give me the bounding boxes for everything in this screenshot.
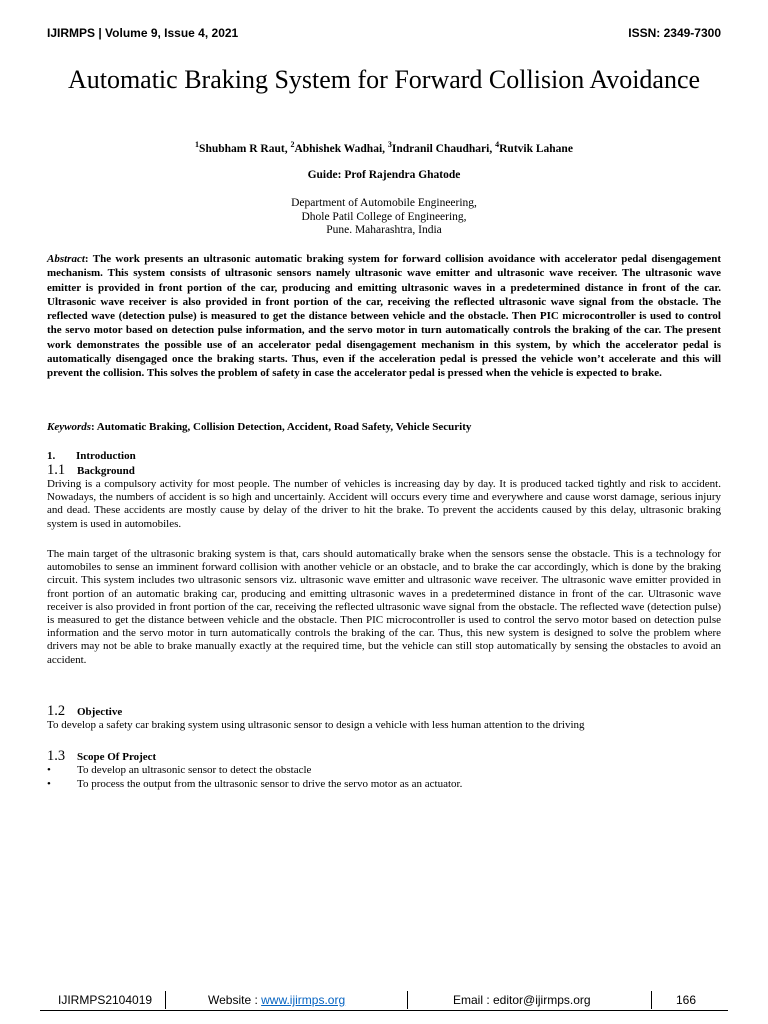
footer-divider	[407, 991, 408, 1009]
paragraph-main-target: The main target of the ultrasonic braking system is that, cars should automatically brake when the sensors sense the obstacle. This is a technology for automobiles to sense an imminent forward collision with another vehicle or an obstacle, and to brake the car accordingly, which is done by the braking circuit. This system includes two ultrasonic sensors viz. ultrasonic wave emitter and ultrasonic wave receiver. The ultrasonic wave emitter provided in front portion of an automatic braking car, producing and emitting ultrasonic waves in a predetermined distance in front of the car. Ultrasonic wave receiver is also provided in front portion of the car, receiving the reflected ultrasonic wave signal from the obstacle. The reflected wave (detection pulse) is measured to get the distance between vehicle and the obstacle. Then PIC microcontroller is used to control the servo motor based on detection pulse information and the servo motor in turn automatically controls the braking of the car. Thus, this new system is designed to solve the problem where drivers may not be able to brake manually exactly at the required time, but the vehicle can still stop automatically by sensing the obstacles to avoid an accident.	[47, 548, 721, 666]
website-link[interactable]: www.ijirmps.org	[261, 993, 346, 1007]
author-2: Abhishek Wadhai,	[294, 142, 388, 155]
keywords	[47, 421, 721, 433]
scope-list	[47, 763, 721, 791]
author-2-affil: 2	[290, 140, 295, 149]
scope-item-text: To process the output from the ultrasonic sensor to drive the servo motor as an actuator.	[77, 778, 463, 790]
author-list	[40, 140, 728, 155]
author-1: Shubham R Raut,	[199, 142, 291, 155]
affiliation-line-1: Department of Automobile Engineering,	[291, 197, 477, 209]
issn: ISSN: 2349-7300	[628, 26, 721, 40]
author-1-affil: 1	[195, 140, 200, 149]
guide-line: Guide: Prof Rajendra Ghatode	[307, 169, 461, 181]
footer-rule	[40, 1010, 728, 1011]
abstract-label: Abstract	[47, 253, 85, 265]
abstract	[47, 252, 721, 381]
author-3-affil: 3	[387, 140, 392, 149]
website-label: Website :	[208, 993, 262, 1007]
author-3: Indranil Chaudhari,	[391, 142, 496, 155]
subsection-objective-number: 1.2	[47, 703, 66, 719]
paper-title: Automatic Braking System for Forward Collision Avoidance	[67, 65, 701, 94]
subsection-scope-number: 1.3	[47, 748, 66, 764]
footer-divider	[651, 991, 652, 1009]
section-1-title: Introduction	[76, 450, 136, 462]
list-item	[47, 763, 721, 777]
subsection-objective-title: Objective	[77, 706, 123, 718]
author-4: Rutvik Lahane	[499, 142, 573, 155]
author-4-affil: 4	[495, 140, 500, 149]
affiliation-line-3: Pune. Maharashtra, India	[326, 224, 442, 236]
bullet-icon: •	[47, 764, 51, 776]
scope-item-text: To develop an ultrasonic sensor to detect the obstacle	[77, 764, 312, 776]
paper-id: IJIRMPS2104019	[58, 993, 153, 1007]
subsection-scope-title: Scope Of Project	[77, 751, 157, 763]
page-number: 166	[676, 993, 697, 1007]
affiliation	[40, 197, 728, 238]
footer-email: Email : editor@ijirmps.org	[453, 993, 591, 1007]
footer-website	[208, 991, 345, 1011]
bullet-icon: •	[47, 778, 51, 790]
subsection-background-title: Background	[77, 465, 135, 477]
subsection-background-number: 1.1	[47, 462, 66, 478]
keywords-text: : Automatic Braking, Collision Detection, Accident, Road Safety, Vehicle Security	[91, 421, 472, 433]
footer-divider	[165, 991, 166, 1009]
section-1-number: 1.	[47, 450, 56, 462]
affiliation-line-2: Dhole Patil College of Engineering,	[301, 210, 467, 223]
list-item	[47, 777, 721, 791]
journal-info: IJIRMPS | Volume 9, Issue 4, 2021	[47, 26, 239, 40]
keywords-label: Keywords	[47, 421, 91, 433]
running-header	[47, 26, 721, 40]
abstract-text: : The work presents an ultrasonic automatic braking system for forward collision avoidance with accelerator pedal disengagement mechanism. This system consists of ultrasonic sensors namely ultrasonic wave emitter and ultrasonic wave receiver. The ultrasonic wave emitter is provided in front portion of the car, producing and emitting ultrasonic waves in a predetermined distance in front of the car. Ultrasonic wave receiver is also provided in front portion of the car, receiving the reflected ultrasonic wave signal from the obstacle. The reflected wave (detection pulse) is measured to get the distance between vehicle and the obstacle. Then PIC microcontroller is used to control the servo motor based on detection pulse information, and the servo motor in turn automatically controls the braking of the car. The present work demonstrates the possible use of an accelerator pedal disengagement mechanism in this system, by which the accelerator pedal is automatically disengaged once the braking starts. Thus, even if the acceleration pedal is pressed the vehicle won’t accelerate and this will prevent the collision. This solves the problem of safety in case the accelerator pedal is pressed when the vehicle is expected to brake.	[47, 253, 721, 380]
section-1-heading	[47, 450, 136, 462]
paragraph-objective: To develop a safety car braking system using ultrasonic sensor to design a vehicle with less human attention to the driving	[47, 719, 585, 731]
paragraph-background: Driving is a compulsory activity for most people. The number of vehicles is increasing day by day. It is produced tacked tightly and risk to accident. Nowadays, the numbers of accident is so high and uncertainly. Accident will occurs every time and everywhere and cause worst damage, serious injury and dead. These accidents are mostly cause by delay of the driver to hit the brake. To prevent the accidents caused by this delay, ultrasonic braking system is used in automobiles.	[47, 478, 721, 530]
page-footer	[40, 991, 728, 1011]
subsection-background-heading	[47, 462, 135, 479]
subsection-objective-heading	[47, 703, 122, 720]
